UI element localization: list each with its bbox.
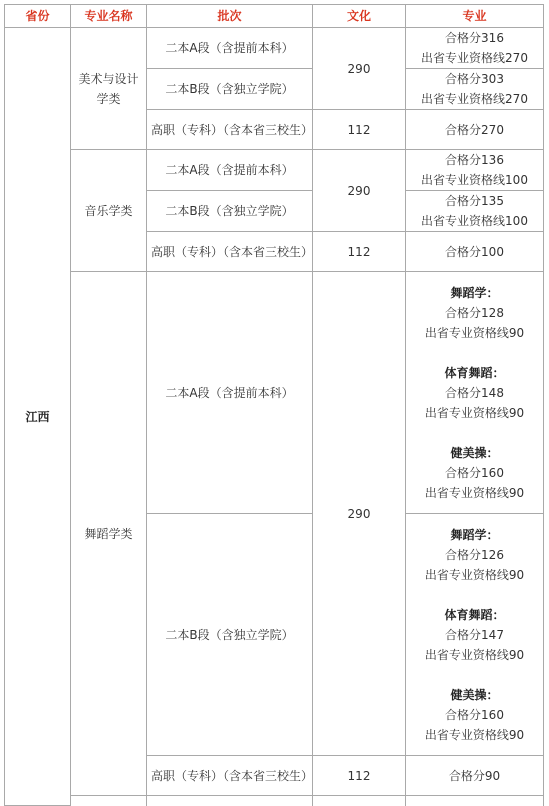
table-row <box>5 28 544 69</box>
sub-major-name: 健美操： <box>450 687 499 702</box>
pass-score: 合格分160 <box>445 465 504 480</box>
sub-major-name: 体育舞蹈： <box>444 365 505 380</box>
qualify-line: 出省专业资格线90 <box>424 325 525 340</box>
header-major: 专业名称 <box>71 5 147 28</box>
header-row <box>5 5 544 28</box>
qualify-line: 出省专业资格线90 <box>424 485 525 500</box>
pass-score: 合格分135 <box>445 194 504 208</box>
qualify-line: 出省专业资格线100 <box>421 173 528 187</box>
batch-cell: 二本A段（含提前本科） <box>147 272 313 514</box>
batch-cell: 高职（专科）（含本省三校生） <box>147 756 313 796</box>
empty-cell <box>71 796 147 806</box>
batch-cell: 二本B段（含独立学院） <box>147 69 313 110</box>
batch-cell: 高职（专科）（含本省三校生） <box>147 110 313 150</box>
qualify-line: 出省专业资格线90 <box>424 567 525 582</box>
pass-score: 合格分128 <box>445 305 504 320</box>
specialty-cell <box>406 514 544 756</box>
pass-score: 合格分147 <box>445 627 504 642</box>
pass-score: 合格分316 <box>445 31 504 45</box>
culture-cell: 112 <box>313 756 406 796</box>
culture-cell: 290 <box>313 272 406 756</box>
batch-cell: 高职（专科）（含本省三校生） <box>147 232 313 272</box>
specialty-cell <box>406 69 544 110</box>
batch-cell: 二本A段（含提前本科） <box>147 150 313 191</box>
batch-cell: 二本B段（含独立学院） <box>147 191 313 232</box>
specialty-cell <box>406 191 544 232</box>
culture-cell: 290 <box>313 28 406 110</box>
specialty-cell <box>406 150 544 191</box>
sub-major-name: 体育舞蹈： <box>444 607 505 622</box>
specialty-cell <box>406 272 544 514</box>
empty-cell <box>313 796 406 806</box>
culture-cell: 112 <box>313 232 406 272</box>
table-row <box>5 272 544 514</box>
batch-cell: 二本A段（含提前本科） <box>147 28 313 69</box>
sub-major-name: 舞蹈学： <box>450 527 499 542</box>
pass-score: 合格分303 <box>445 72 504 86</box>
major-cell-music: 音乐学类 <box>71 150 147 272</box>
score-table <box>4 4 544 806</box>
table-row <box>5 150 544 191</box>
header-specialty: 专业 <box>406 5 544 28</box>
specialty-cell: 合格分90 <box>406 756 544 796</box>
header-culture: 文化 <box>313 5 406 28</box>
qualify-line: 出省专业资格线270 <box>421 51 528 65</box>
pass-score: 合格分148 <box>445 385 504 400</box>
sub-major-name: 健美操： <box>450 445 499 460</box>
major-cell-art: 美术与设计学类 <box>71 28 147 150</box>
qualify-line: 出省专业资格线90 <box>424 405 525 420</box>
header-batch: 批次 <box>147 5 313 28</box>
empty-cell <box>147 796 313 806</box>
header-province: 省份 <box>5 5 71 28</box>
pass-score: 合格分126 <box>445 547 504 562</box>
qualify-line: 出省专业资格线90 <box>424 647 525 662</box>
pass-score: 合格分160 <box>445 707 504 722</box>
culture-cell: 290 <box>313 150 406 232</box>
table-row-partial <box>5 796 544 806</box>
culture-cell: 112 <box>313 110 406 150</box>
specialty-cell <box>406 28 544 69</box>
major-cell-dance: 舞蹈学类 <box>71 272 147 796</box>
batch-cell: 二本B段（含独立学院） <box>147 514 313 756</box>
sub-major-name: 舞蹈学： <box>450 285 499 300</box>
pass-score: 合格分136 <box>445 153 504 167</box>
qualify-line: 出省专业资格线100 <box>421 214 528 228</box>
province-cell: 江西 <box>5 28 71 806</box>
specialty-cell: 合格分100 <box>406 232 544 272</box>
empty-cell <box>406 796 544 806</box>
qualify-line: 出省专业资格线270 <box>421 92 528 106</box>
specialty-cell: 合格分270 <box>406 110 544 150</box>
qualify-line: 出省专业资格线90 <box>424 727 525 742</box>
